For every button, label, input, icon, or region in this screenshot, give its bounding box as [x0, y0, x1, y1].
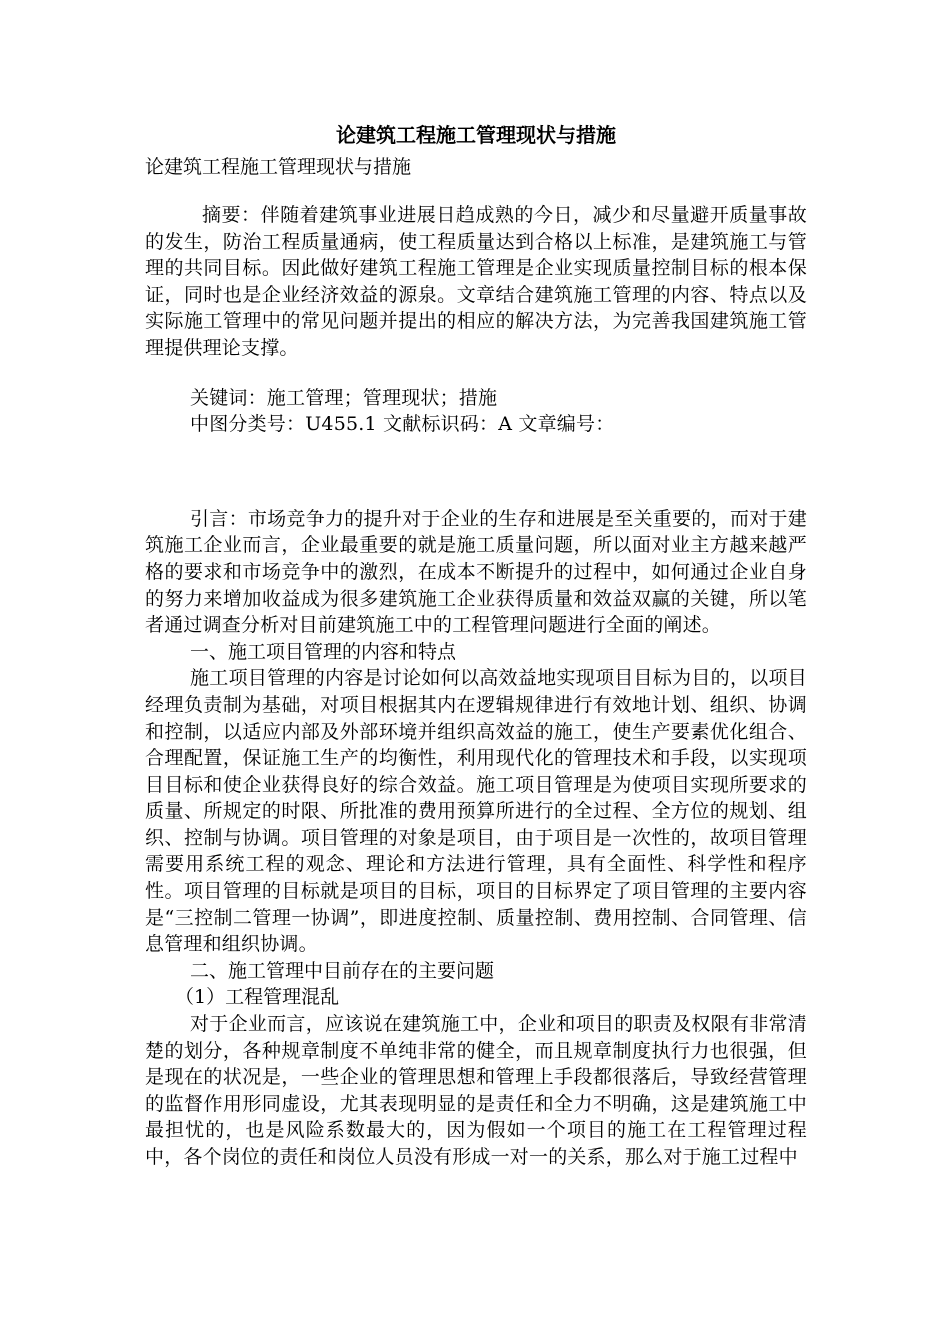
section-2-subheading: （1）工程管理混乱: [175, 986, 340, 1009]
classification-line: 中图分类号：U455.1 文献标识码：A 文章编号：: [190, 413, 615, 436]
document-page: [145, 118, 807, 1171]
document-subtitle: 论建筑工程施工管理现状与措施: [145, 156, 412, 178]
section-1-body: 施工项目管理的内容是讨论如何以高效益地实现项目目标为目的，以项目经理负责制为基础，对项目根据其内在逻辑规律进行有效地计划、组织、协调和控制，以适应内部及外部环境并组织高效益的施工，使生产要素优化组合、合理配置，保证施工生产的均衡性，利用现代化的管理技术和手段，以实现项目目标和使企业获得良好的综合效益。施工项目管理是为使项目实现所要求的质量、所规定的时限、所批准的费用预算所进行的全过程、全方位的规划、组织、控制与协调。项目管理的对象是项目，由于项目是一次性的，故项目管理需要用系统工程的观念、理论和方法进行管理，具有全面性、科学性和程序性。项目管理的目标就是项目的目标，项目的目标界定了项目管理的主要内容是“三控制二管理一协调”，即进度控制、质量控制、费用控制、合同管理、信息管理和组织协调。: [145, 667, 807, 956]
abstract-paragraph: 摘要：伴随着建筑事业进展日趋成熟的今日，减少和尽量避开质量事故的发生，防治工程质量通病，使工程质量达到合格以上标准，是建筑施工与管理的共同目标。因此做好建筑工程施工管理是企业实现质量控制目标的根本保证，同时也是企业经济效益的源泉。文章结合建筑施工管理的内容、特点以及实际施工管理中的常见问题并提出的相应的解决方法，为完善我国建筑施工管理提供理论支撑。: [145, 204, 807, 359]
section-2-body: 对于企业而言，应该说在建筑施工中，企业和项目的职责及权限有非常清楚的划分，各种规章制度不单纯非常的健全，而且规章制度执行力也很强，但是现在的状况是，一些企业的管理思想和管理上手段都很落后，导致经营管理的监督作用形同虚设，尤其表现明显的是责任和全力不明确，这是建筑施工中最担忧的，也是风险系数最大的，因为假如一个项目的施工在工程管理过程中，各个岗位的责任和岗位人员没有形成一对一的关系，那么对于施工过程中: [145, 1013, 807, 1168]
keywords-line: 关键词：施工管理；管理现状；措施: [190, 386, 498, 409]
intro-paragraph: 引言：市场竞争力的提升对于企业的生存和进展是至关重要的，而对于建筑施工企业而言，企业最重要的就是施工质量问题，所以面对业主方越来越严格的要求和市场竞争中的激烈，在成本不断提升的过程中，如何通过企业自身的努力来增加收益成为很多建筑施工企业获得质量和效益双赢的关键，所以笔者通过调查分析对目前建筑施工中的工程管理问题进行全面的阐述。: [145, 507, 807, 637]
document-title: 论建筑工程施工管理现状与措施: [336, 123, 616, 147]
section-1-heading: 一、施工项目管理的内容和特点: [190, 640, 457, 663]
section-2-heading: 二、施工管理中目前存在的主要问题: [190, 959, 495, 982]
